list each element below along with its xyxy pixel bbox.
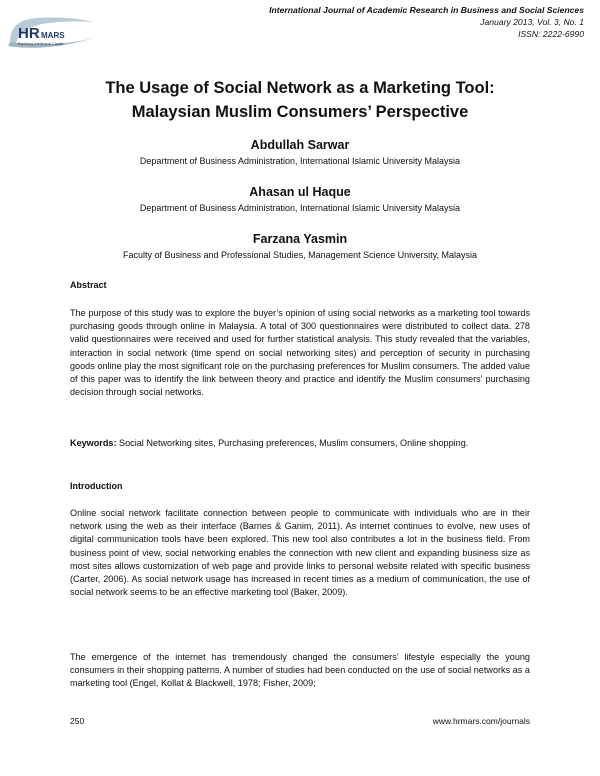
author-affiliation: Department of Business Administration, International Islamic University Malaysia [139,203,461,213]
paper-title-line-1: The Usage of Social Network as a Marketing Tool: [105,79,495,97]
keywords [70,437,530,450]
footer-url: www.hrmars.com/journals [432,716,530,726]
keywords-label: Keywords: [70,438,117,448]
author-affiliation: Faculty of Business and Professional Studies, Management Science University, Malaysia [122,250,477,260]
hrmars-logo [6,12,98,52]
journal-title: International Journal of Academic Research in Business and Social Sciences [269,5,584,15]
introduction-paragraph-2: The emergence of the internet has tremendously changed the consumers’ lifestyle especially the young consumers in their shopping patterns. A number of studies had been conducted on the use of social networks as a marketing tool (Engel, Kollat & Blackwell, 1978; Fisher, 2009; [70,652,530,689]
logo-brand: HR [18,25,40,42]
page-number: 250 [70,716,85,726]
logo-tagline: Exploring Intellectual Capital [18,42,64,46]
author-name: Farzana Yasmin [252,232,348,246]
journal-issn: ISSN: 2222-6990 [518,29,584,39]
author-block [40,231,560,262]
introduction-paragraph-1: Online social network facilitate connection between people to communicate with individuals who are in their network using the web as their interface (Barnes & Ganim, 2011). As internet continues to evolve, new uses of digital communication tools have been explored. This new tool also contributes a lot in the business field. From business point of view, social networking enables the connection with new client and expanding business size as most sites allows customization of web page and provide links to personal website related with specific business (Carter, 2006). As social network usage has increased in recent times as a medium of communication, the use of social network seems to be an effective marketing tool (Baker, 2009). [70,508,530,598]
author-name: Abdullah Sarwar [250,138,350,152]
author-block [40,184,560,215]
page-footer [70,716,530,726]
abstract-text: The purpose of this study was to explore the buyer’s opinion of using social networks as a marketing tool towards purchasing goods through online in Malaysia. A total of 300 questionnaires were distributed to collect data. 278 valid questionnaires were received and used for further statistical analysis. This study revealed that the variables, interaction in social network (time spend on social networking sites) and perception of security in purchasing goods online play the most significant role on the purchasing preferences for Muslim consumers. The added value of this paper was to identify the link between theory and practice and identify the Muslim consumers’ purchasing decision through social networks. [70,308,530,398]
logo-brand-small: MARS [41,31,65,40]
author-name: Ahasan ul Haque [249,185,351,199]
abstract-heading: Abstract [70,280,107,290]
journal-header [269,4,584,40]
introduction-heading: Introduction [70,481,123,491]
author-block [40,137,560,168]
keywords-text: Social Networking sites, Purchasing preferences, Muslim consumers, Online shopping. [119,438,469,448]
paper-title-line-2: Malaysian Muslim Consumers’ Perspective [131,103,469,121]
logo-graphic [6,12,98,52]
paper-title [30,76,570,124]
journal-issue: January 2013, Vol. 3, No. 1 [480,17,584,27]
author-affiliation: Department of Business Administration, International Islamic University Malaysia [139,156,461,166]
